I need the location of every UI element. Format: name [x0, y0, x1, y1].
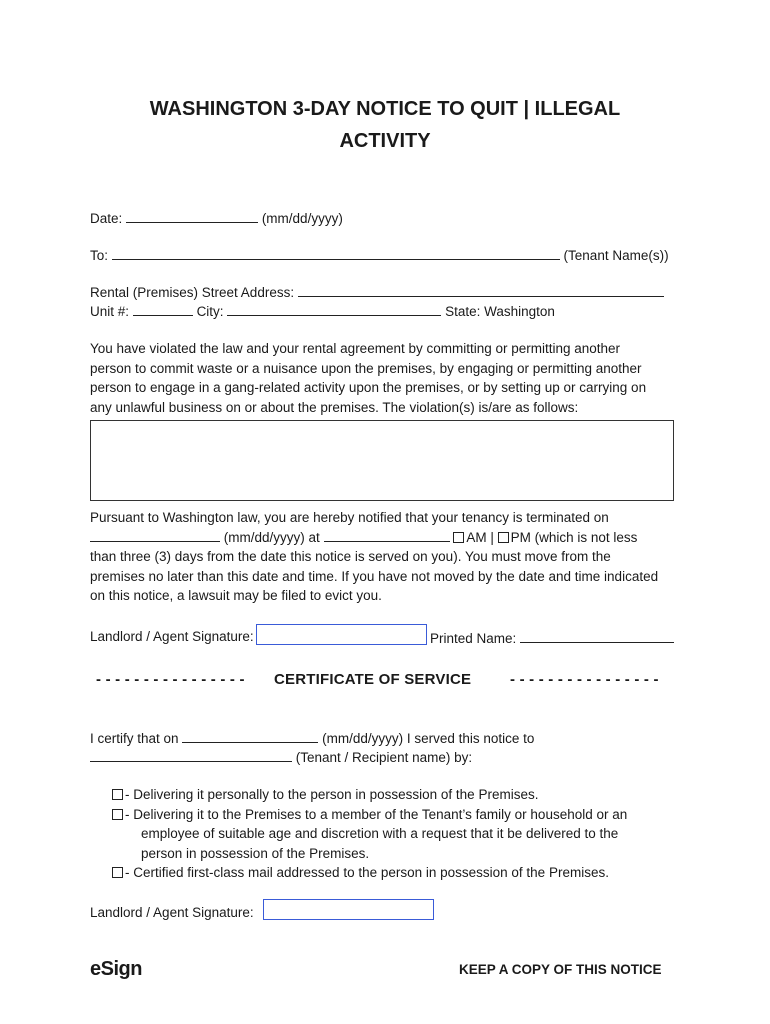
service-option-family: [112, 805, 627, 825]
termination-line-1: Pursuant to Washington law, you are hereby notified that your tenancy is terminated on: [90, 510, 609, 525]
pm-checkbox[interactable]: [498, 532, 509, 543]
family-delivery-checkbox[interactable]: [112, 809, 123, 820]
unit-label: Unit #:: [90, 304, 130, 319]
termination-line-2: [90, 528, 658, 548]
printed-name-label: Printed Name:: [430, 631, 517, 646]
date-format-hint: (mm/dd/yyyy): [261, 211, 343, 226]
certified-mail-checkbox[interactable]: [112, 867, 123, 878]
certificate-of-service-heading: CERTIFICATE OF SERVICE: [274, 671, 472, 688]
pm-label: PM (which is not less: [510, 529, 638, 545]
violation-line: person to commit waste or a nuisance upon the premises, by engaging or permitting another: [90, 360, 642, 376]
termination-paragraph: [90, 508, 658, 606]
address-row: [90, 283, 664, 300]
certify-row-1: [90, 729, 534, 746]
am-label: AM |: [466, 529, 494, 545]
certify-row-2: [90, 748, 472, 765]
violation-line: You have violated the law and your rental agreement by committing or permitting another: [90, 341, 621, 356]
certify-served-label: (mm/dd/yyyy) I served this notice to: [322, 731, 535, 746]
violations-text-box[interactable]: [90, 420, 674, 501]
to-row: [90, 246, 669, 263]
cert-dashes-left: - - - - - - - - - - - - - - - -: [96, 671, 245, 688]
city-field[interactable]: [227, 302, 441, 316]
keep-copy-notice: KEEP A COPY OF THIS NOTICE: [459, 962, 662, 977]
tenant-names-field[interactable]: [112, 246, 560, 260]
date-row: [90, 209, 343, 226]
state-text: State: Washington: [445, 304, 555, 319]
title-line-1: WASHINGTON 3-DAY NOTICE TO QUIT | ILLEGAL: [149, 98, 621, 120]
tenant-names-label: (Tenant Name(s)): [563, 248, 669, 263]
violation-paragraph: [90, 339, 646, 417]
certify-on-label: I certify that on: [90, 731, 179, 746]
termination-line-5: on this notice, a lawsuit may be filed to evict you.: [90, 588, 382, 603]
document-title: [0, 93, 770, 157]
date-label: Date:: [90, 211, 123, 226]
cert-signature-field[interactable]: [263, 899, 434, 920]
am-checkbox[interactable]: [453, 532, 464, 543]
printed-name-row: [430, 629, 674, 646]
service-options: [112, 785, 627, 883]
printed-name-field[interactable]: [520, 629, 674, 643]
unit-field[interactable]: [133, 302, 193, 316]
personal-delivery-label: - Delivering it personally to the person in possession of the Premises.: [125, 787, 539, 802]
street-address-field[interactable]: [298, 283, 664, 297]
date-field[interactable]: [126, 209, 258, 223]
violation-line: any unlawful business on or about the premises. The violation(s) is/are as follows:: [90, 399, 579, 415]
certify-recipient-label: (Tenant / Recipient name) by:: [295, 750, 473, 765]
esign-logo: eSign: [90, 958, 142, 980]
certified-mail-label: - Certified first-class mail addressed to the person in possession of the Premises.: [125, 865, 609, 880]
address-label: Rental (Premises) Street Address:: [90, 285, 295, 300]
family-delivery-label: - Delivering it to the Premises to a member of the Tenant’s family or household or an: [125, 806, 628, 822]
family-delivery-line-3: person in possession of the Premises.: [141, 845, 370, 861]
cert-dashes-right: - - - - - - - - - - - - - - - -: [510, 671, 659, 688]
termination-line-4: premises no later than this date and time. If you have not moved by the date and time indicated: [90, 568, 659, 584]
unit-city-state-row: [90, 302, 555, 319]
landlord-signature-field[interactable]: [256, 624, 427, 645]
landlord-signature-label: Landlord / Agent Signature:: [90, 629, 254, 644]
city-label: City:: [196, 304, 224, 319]
violation-line: person to engage in a gang-related activity upon the premises, or by setting up or carrying on: [90, 380, 647, 395]
title-line-2: ACTIVITY: [339, 130, 431, 152]
personal-delivery-checkbox[interactable]: [112, 789, 123, 800]
termination-time-field[interactable]: [324, 528, 450, 542]
to-label: To:: [90, 248, 109, 263]
termination-line-3: than three (3) days from the date this notice is served on you). You must move from the: [90, 549, 611, 564]
recipient-name-field[interactable]: [90, 748, 292, 762]
service-option-mail: [112, 863, 627, 883]
family-delivery-line-2: employee of suitable age and discretion with a request that it be delivered to the: [141, 826, 619, 841]
service-option-personal: [112, 785, 627, 805]
cert-signature-label: Landlord / Agent Signature:: [90, 905, 254, 920]
termination-date-format: (mm/dd/yyyy) at: [223, 529, 320, 545]
termination-date-field[interactable]: [90, 528, 220, 542]
service-date-field[interactable]: [182, 729, 318, 743]
